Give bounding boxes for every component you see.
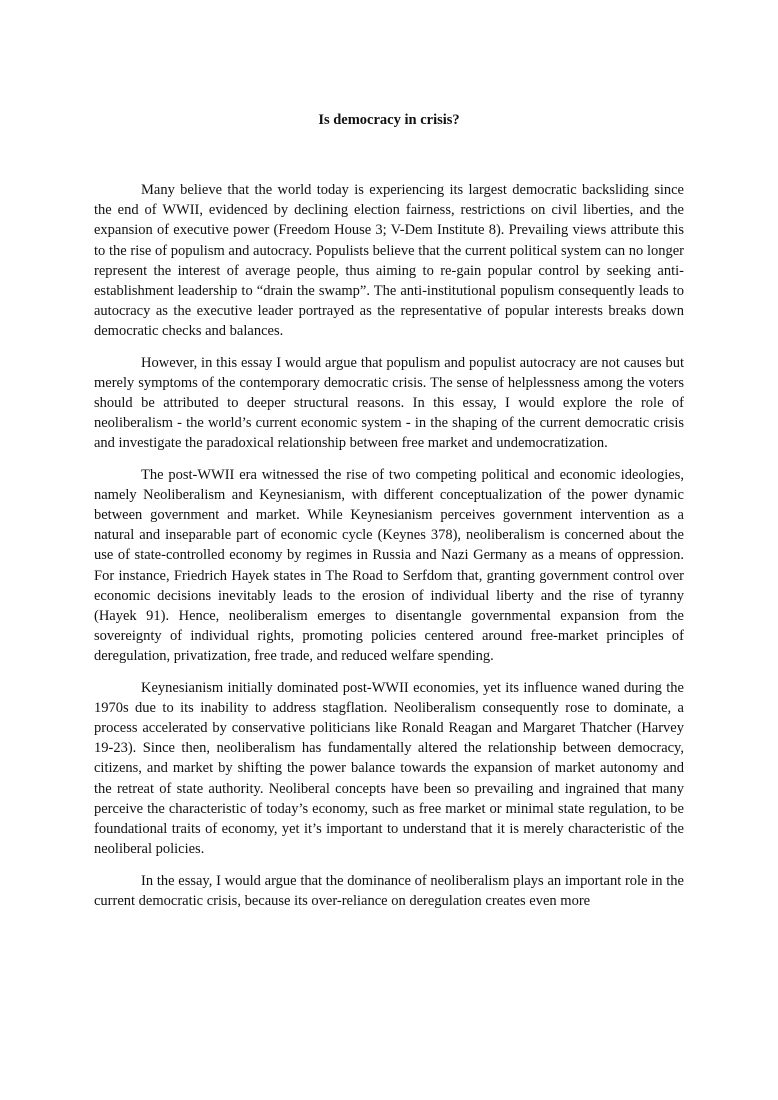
paragraph-1: Many believe that the world today is experiencing its largest democratic backsliding since the end of WWII, evidenced by declining election fairness, restrictions on civil liberties, and the expansion of executive power (Freedom House 3; V-Dem Institute 8). Prevailing views attribute this to the rise of populism and autocracy. Populists believe that the current political system can no longer represent the interest of average people, thus aiming to re-gain popular control by seeking anti-establishment leadership to “drain the swamp”. The anti-institutional populism consequently leads to autocracy as the executive leader portrayed as the representative of popular interests breaks down democratic checks and balances. xyxy=(94,182,684,340)
paragraph-2: However, in this essay I would argue that populism and populist autocracy are not causes but merely symptoms of the contemporary democratic crisis. The sense of helplessness among the voters should be attributed to deeper structural reasons. In this essay, I would explore the role of neoliberalism - the world’s current economic system - in the shaping of the current democratic crisis and investigate the paradoxical relationship between free market and undemocratization. xyxy=(94,354,684,452)
paragraph-5: In the essay, I would argue that the dominance of neoliberalism plays an important role in the current democratic crisis, because its over-reliance on deregulation creates even more xyxy=(94,872,684,909)
essay-title: Is democracy in crisis? xyxy=(318,112,460,128)
paragraph-3: The post-WWII era witnessed the rise of two competing political and economic ideologies, namely Neoliberalism and Keynesianism, with different conceptualization of the power dynamic between government and market. While Keynesianism perceives government intervention as a natural and inseparable part of economic cycle (Keynes 378), neoliberalism is concerned about the use of state-controlled economy by regimes in Russia and Nazi Germany as a means of oppression. For instance, Friedrich Hayek states in The Road to Serfdom that, granting government control over economic decisions inevitably leads to the erosion of individual liberty and the rise of tyranny (Hayek 91). Hence, neoliberalism emerges to disentangle governmental expansion from the sovereignty of individual rights, promoting policies centered around free-market principles of deregulation, privatization, free trade, and reduced welfare spending. xyxy=(94,466,684,665)
essay-body xyxy=(94,180,684,922)
paragraph-4: Keynesianism initially dominated post-WWII economies, yet its influence waned during the 1970s due to its inability to address stagflation. Neoliberalism consequently rose to dominate, a process accelerated by conservative politicians like Ronald Reagan and Margaret Thatcher (Harvey 19-23). Since then, neoliberalism has fundamentally altered the relationship between democracy, citizens, and market by shifting the power balance towards the expansion of market autonomy and the retreat of state authority. Neoliberal concepts have been so prevailing and ingrained that many perceive the characteristic of today’s economy, such as free market or minimal state regulation, to be foundational traits of economy, yet it’s important to understand that it is merely characteristic of the neoliberal policies. xyxy=(94,679,684,858)
